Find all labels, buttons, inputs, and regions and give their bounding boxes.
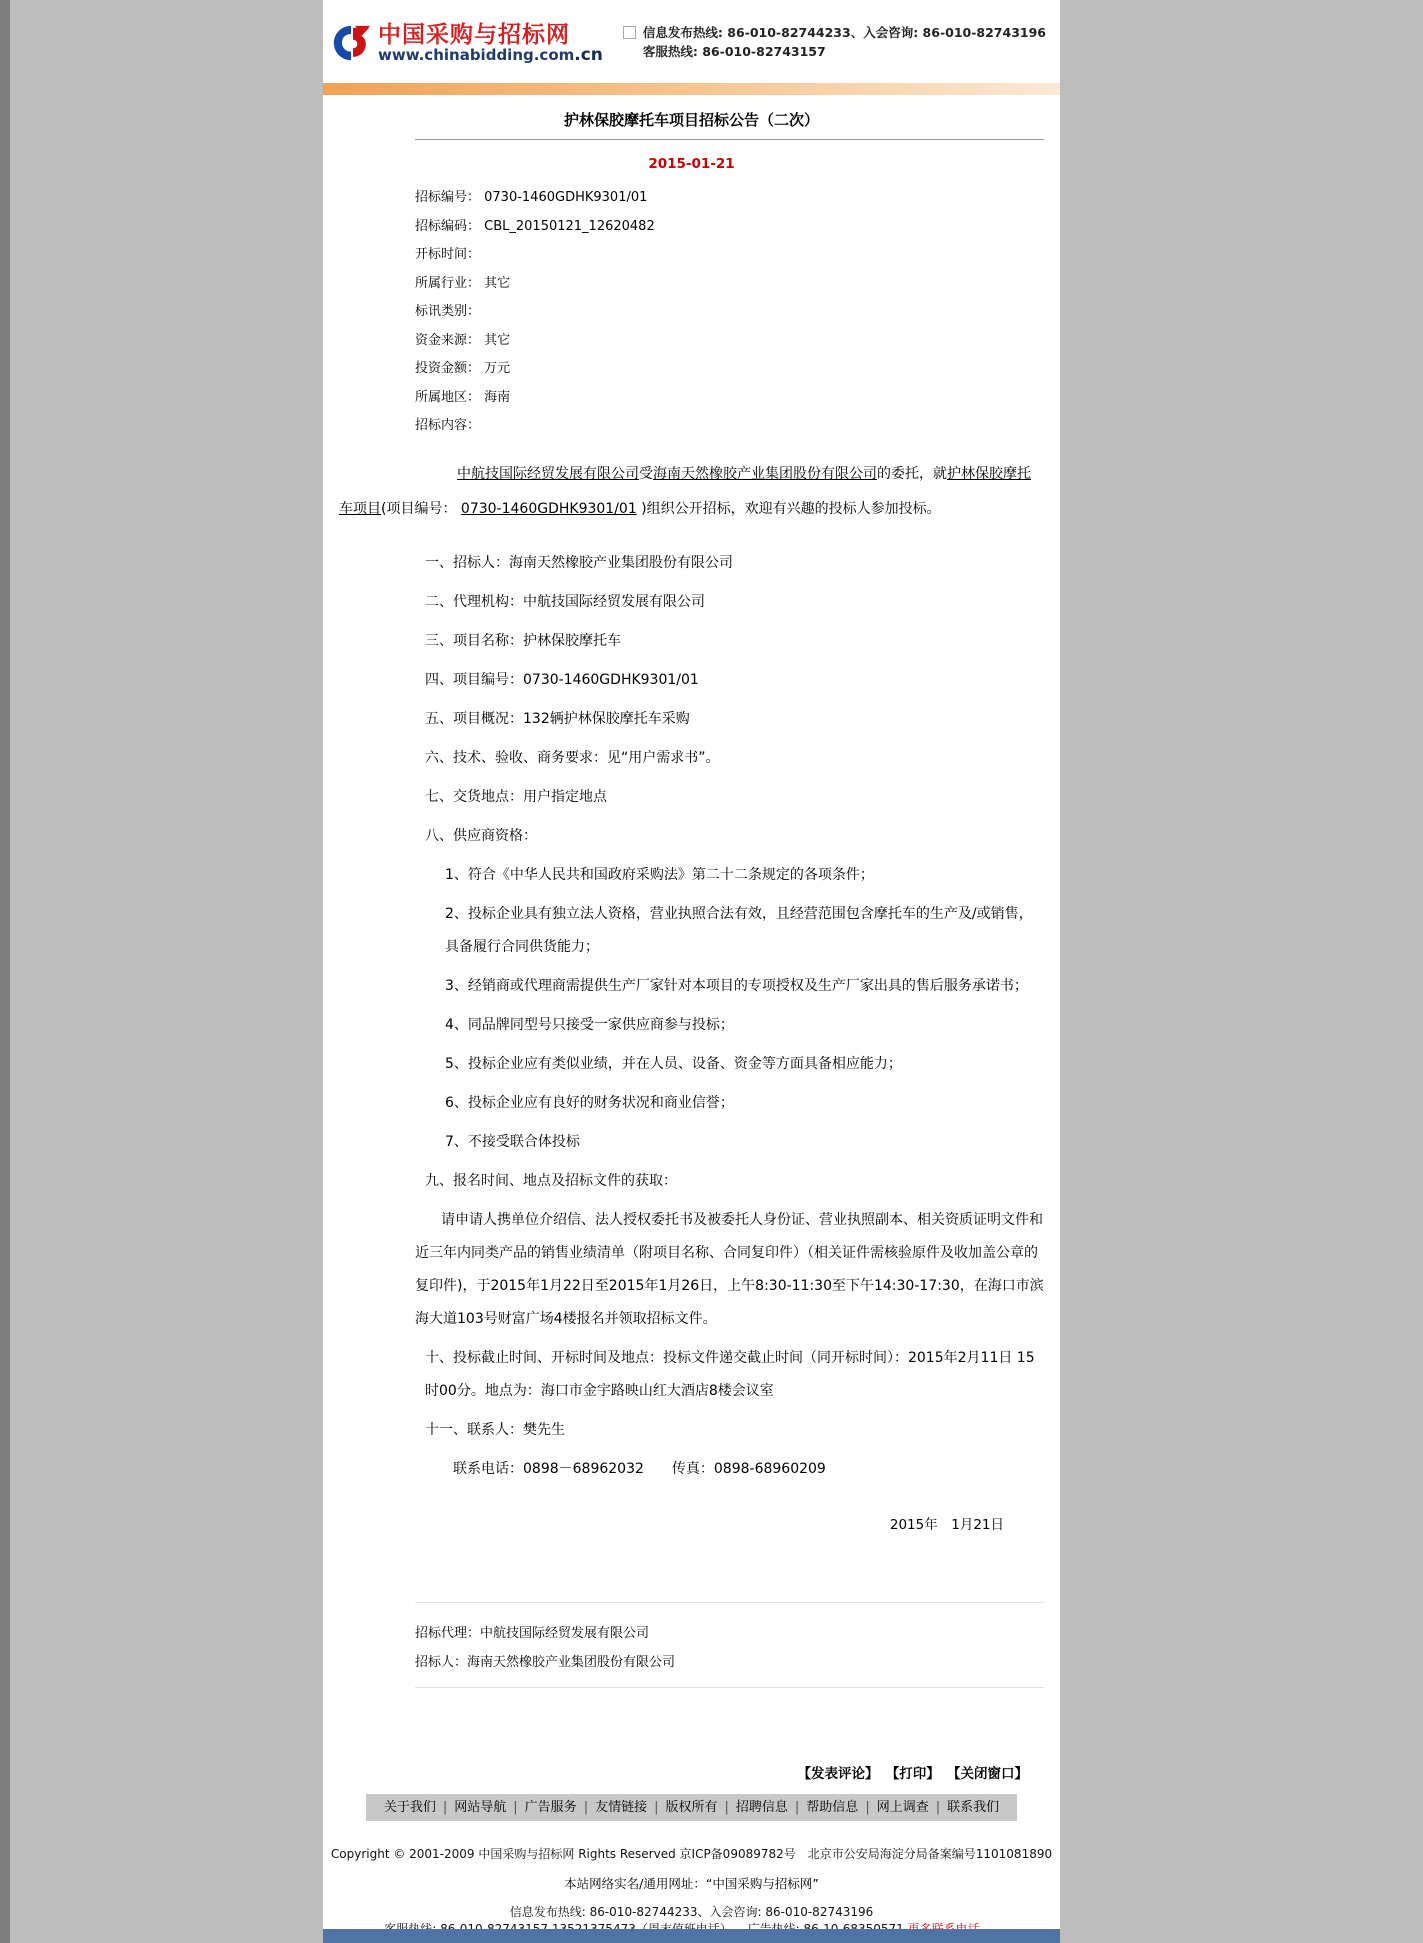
agency-block [415,1619,1044,1677]
tender-item-line: 十一、联系人：樊先生 [425,1421,565,1438]
nav-separator: | [583,1799,589,1815]
tender-item-line: 六、技术、验收、商务要求：见“用户需求书”。 [425,749,720,766]
field-line [415,241,1044,270]
page-container [323,0,1060,1943]
tender-item-line: 6、投标企业应有良好的财务状况和商业信誉； [445,1094,734,1111]
field-value: 其它 [484,275,511,291]
checkbox-icon [623,26,636,39]
field-line [415,184,1044,213]
footer-nav-link[interactable]: 广告服务 [524,1799,577,1815]
header-hotline-line1: 信息发布热线: 86-010-82744233、入会咨询: 86-010-82743196 [642,25,1046,40]
field-label: 开标时间： [415,247,481,262]
action-link[interactable]: 【发表评论】 [797,1765,879,1782]
footer-nav-link[interactable]: 招聘信息 [735,1799,788,1815]
sign-date: 2015年 1月21日 [889,1516,1004,1533]
tender-items [415,547,1044,1486]
document-body [323,110,1060,1782]
separator-rule [415,1602,1044,1603]
tender-item-line: 九、报名时间、地点及招标文件的获取： [425,1172,677,1189]
page-title: 护林保胶摩托车项目招标公告（二次） [563,111,819,129]
tender-item-line: 五、项目概况：132辆护林保胶摩托车采购 [425,710,690,727]
header-contact [623,23,1046,61]
publish-date: 2015-01-21 [648,156,735,172]
field-line [415,270,1044,299]
left-edge-strip [0,0,10,1943]
field-value: 0730-1460GDHK9301/01 [484,190,648,205]
tender-fields [415,184,1044,441]
tender-item-line: 请申请人携单位介绍信、法人授权委托书及被委托人身份证、营业执照副本、相关资质证明文件和近三年内同类产品的销售业绩清单（附项目名称、合同复印件）（相关证件需核验原件及收加盖公章的复印件)，于2015年1月22日至2015年1月26日，上午8:30-11:30至下午14:30-17:30，在海口市滨海大道103号财富广场4楼报名并领取招标文件。 [415,1211,1044,1327]
tender-item-line: 三、项目名称：护林保胶摩托车 [425,632,621,649]
nav-separator: | [654,1799,659,1815]
field-line [415,384,1044,413]
field-line [415,355,1044,384]
tender-item-line: 1、符合《中华人民共和国政府采购法》第二十二条规定的各项条件； [445,866,874,883]
agent-line: 招标代理：中航技国际经贸发展有限公司 [415,1625,650,1641]
header-hotlines [643,23,1046,61]
tenderee-line: 招标人：海南天然橡胶产业集团股份有限公司 [415,1654,676,1670]
nav-separator: | [935,1799,941,1815]
footer-nav-link[interactable]: 联系我们 [947,1799,1000,1815]
copyright-line: Copyright © 2001-2009 中国采购与招标网 Rights Reserved 京ICP备09089782号 北京市公安局海淀分局备案编号1101081890 [330,1846,1053,1861]
footer-nav-link[interactable]: 网上调查 [876,1799,929,1815]
footer-nav-link[interactable]: 帮助信息 [806,1799,859,1815]
intro-text: (项目编号： [381,500,461,517]
intro-underlined-text: 护林保胶摩托车项目 [339,465,1031,517]
tender-item-line: 十、投标截止时间、开标时间及地点：投标文件递交截止时间（同开标时间）：2015年2月11日 15时00分。地点为：海口市金宇路映山红大酒店8楼会议室 [425,1349,1035,1399]
footer-nav-link[interactable]: 友情链接 [595,1799,648,1815]
intro-underlined-text: 0730-1460GDHK9301/01 [460,500,637,517]
field-label: 招标编码： [415,218,485,234]
action-link[interactable]: 【打印】 [892,1765,940,1782]
intro-text: )组织公开招标，欢迎有兴趣的投标人参加投标。 [636,500,941,517]
logo-url: www.chinabidding.com.cn [378,45,603,65]
field-value: 万元 [484,361,511,376]
logo-title: 中国采购与招标网 [378,22,570,48]
footer-nav-link[interactable]: 版权所有 [665,1799,718,1815]
field-label: 所属地区： [415,389,485,405]
field-line [415,412,1044,441]
nav-separator: | [794,1799,800,1815]
tender-item-line: 联系电话：0898－68962032 传真：0898-68960209 [453,1460,826,1477]
intro-underlined-text: 海南天然橡胶产业集团股份有限公司 [653,465,877,482]
field-value: 海南 [484,389,511,405]
intro-underlined-text: 中航技国际经贸发展有限公司 [457,465,639,482]
site-header [323,0,1060,83]
intro-text: 受 [639,465,653,482]
tender-item-line: 八、供应商资格： [425,827,537,844]
field-value: 其它 [484,332,511,348]
field-label: 资金来源： [415,332,485,348]
tender-item-line: 四、项目编号：0730-1460GDHK9301/01 [425,671,699,688]
footer-nav-link[interactable]: 关于我们 [383,1799,436,1815]
field-line [415,213,1044,242]
field-label: 投资金额： [415,361,485,376]
field-line [415,298,1044,327]
intro-paragraph [339,457,1044,527]
nav-separator: | [724,1799,729,1815]
tender-item-line: 5、投标企业应有类似业绩，并在人员、设备、资金等方面具备相应能力； [445,1055,902,1072]
field-label: 招标内容： [415,418,481,433]
header-hotline-line2: 客服热线: 86-010-82743157 [642,44,826,59]
footer-nav-bar [366,1794,1017,1821]
tender-item-line: 七、交货地点：用户指定地点 [425,788,607,805]
tender-item-line: 2、投标企业具有独立法人资格，营业执照合法有效，且经营范围包含摩托车的生产及/或销售，具备履行合同供货能力； [445,905,1033,955]
field-line [415,327,1044,356]
intro-text: 的委托，就 [877,465,947,482]
separator-rule [415,1687,1044,1688]
field-value: CBL_20150121_12620482 [484,218,655,234]
footer-hotline-1: 信息发布热线: 86-010-82744233、入会咨询: 86-010-82743196 [509,1904,874,1919]
nav-separator: | [865,1799,870,1815]
field-label: 标讯类别： [415,304,481,319]
action-link[interactable]: 【关闭窗口】 [953,1765,1028,1782]
orange-divider [323,83,1060,95]
tender-item-line: 3、经销商或代理商需提供生产厂家针对本项目的专项授权及生产厂家出具的售后服务承诺书； [445,977,1028,994]
nav-separator: | [513,1799,518,1815]
logo-text [378,23,603,64]
tender-item-line: 一、招标人：海南天然橡胶产业集团股份有限公司 [425,554,733,571]
footer-nav-link[interactable]: 网站导航 [454,1799,507,1815]
title-rule [415,139,1044,140]
tender-item-line: 7、不接受联合体投标 [445,1133,580,1150]
logo-icon [331,23,373,65]
site-logo[interactable] [331,23,603,65]
nav-separator: | [442,1799,448,1815]
field-label: 所属行业： [415,275,485,291]
action-links [339,1762,1044,1782]
tender-item-line: 二、代理机构：中航技国际经贸发展有限公司 [425,593,705,610]
field-label: 招标编号： [415,190,485,205]
site-name-line: 本站网络实名/通用网址：“中国采购与招标网” [564,1875,819,1891]
tender-item-line: 4、同品牌同型号只接受一家供应商参与投标； [445,1016,734,1033]
bottom-blue-bar [323,1929,1060,1943]
